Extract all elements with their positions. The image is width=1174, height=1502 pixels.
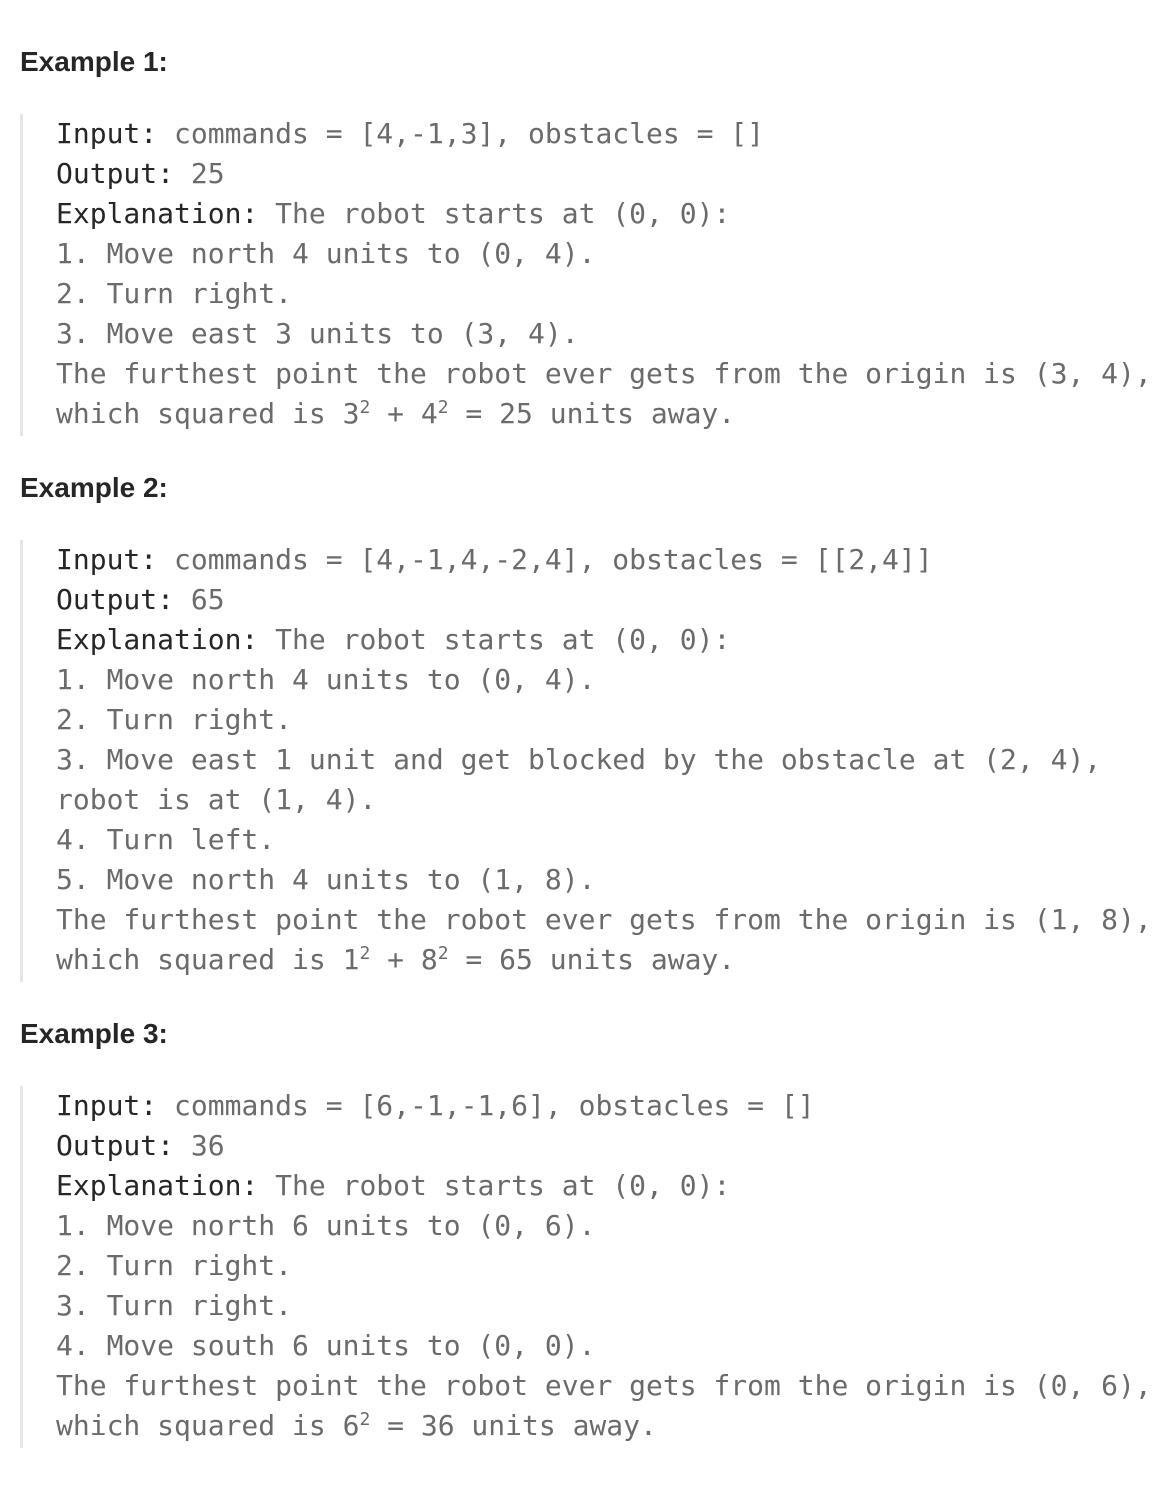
input-label: Input: [56, 1089, 158, 1122]
term-base: 1 [342, 943, 360, 976]
final-prefix: which squared is [56, 1409, 343, 1442]
example-1-block [20, 114, 1152, 436]
explanation-line [56, 620, 1152, 660]
example-3-title: Example 3: [20, 1018, 168, 1049]
term-base: 3 [342, 397, 360, 430]
final-prefix: which squared is [56, 943, 343, 976]
explanation-line [56, 1166, 1152, 1206]
final-line [56, 394, 1152, 434]
step-line: 4. Move south 6 units to (0, 0). [56, 1329, 596, 1362]
summary-line: The furthest point the robot ever gets from the origin is (1, 8), [56, 903, 1152, 936]
summary-line: The furthest point the robot ever gets from the origin is (3, 4), [56, 357, 1152, 390]
input-value: commands = [4,-1,3], obstacles = [] [174, 117, 765, 150]
output-line [56, 154, 1152, 194]
step-line: 2. Turn right. [56, 1249, 293, 1282]
final-line [56, 940, 1152, 980]
term-exponent: 2 [359, 943, 371, 964]
summary-line: The furthest point the robot ever gets from the origin is (0, 6), [56, 1369, 1152, 1402]
output-value: 25 [190, 157, 225, 190]
output-label: Output: [56, 583, 175, 616]
explanation-label: Explanation: [56, 623, 259, 656]
input-label: Input: [56, 543, 158, 576]
input-value: commands = [4,-1,4,-2,4], obstacles = [[2,4]] [174, 543, 933, 576]
input-line [56, 1086, 1152, 1126]
output-label: Output: [56, 1129, 175, 1162]
example-2-block [20, 540, 1152, 982]
explanation-label: Explanation: [56, 1169, 259, 1202]
final-prefix: which squared is [56, 397, 343, 430]
explanation-label: Explanation: [56, 197, 259, 230]
output-value: 36 [190, 1129, 225, 1162]
step-line: 1. Move north 4 units to (0, 4). [56, 663, 596, 696]
explanation-text: The robot starts at (0, 0): [275, 197, 731, 230]
step-line: 5. Move north 4 units to (1, 8). [56, 863, 596, 896]
input-line [56, 114, 1152, 154]
example-2-title: Example 2: [20, 472, 168, 503]
explanation-text: The robot starts at (0, 0): [275, 1169, 731, 1202]
explanation-line [56, 194, 1152, 234]
step-line: 3. Move east 1 unit and get blocked by the obstacle at (2, 4), [56, 743, 1102, 776]
plus-sign: + [370, 943, 421, 976]
output-value: 65 [190, 583, 225, 616]
step-line: 4. Turn left. [56, 823, 276, 856]
final-suffix: = 25 units away. [448, 397, 736, 430]
example-3-block [20, 1086, 1152, 1448]
input-value: commands = [6,-1,-1,6], obstacles = [] [174, 1089, 815, 1122]
output-label: Output: [56, 157, 175, 190]
step-line: 3. Turn right. [56, 1289, 293, 1322]
step-line: 1. Move north 6 units to (0, 6). [56, 1209, 596, 1242]
term-base: 8 [420, 943, 438, 976]
term-exponent: 2 [437, 397, 449, 418]
step-line: 2. Turn right. [56, 277, 293, 310]
step-line: 1. Move north 4 units to (0, 4). [56, 237, 596, 270]
final-suffix: = 36 units away. [370, 1409, 657, 1442]
term-exponent: 2 [437, 943, 449, 964]
term-exponent: 2 [359, 397, 371, 418]
example-1-title: Example 1: [20, 46, 168, 77]
final-line [56, 1406, 1152, 1446]
step-line: 3. Move east 3 units to (3, 4). [56, 317, 579, 350]
step-line: 2. Turn right. [56, 703, 293, 736]
step-line: robot is at (1, 4). [56, 783, 377, 816]
explanation-text: The robot starts at (0, 0): [275, 623, 731, 656]
term-exponent: 2 [359, 1409, 371, 1430]
term-base: 6 [342, 1409, 360, 1442]
final-suffix: = 65 units away. [448, 943, 736, 976]
plus-sign: + [370, 397, 421, 430]
output-line [56, 1126, 1152, 1166]
input-line [56, 540, 1152, 580]
term-base: 4 [420, 397, 438, 430]
input-label: Input: [56, 117, 158, 150]
output-line [56, 580, 1152, 620]
